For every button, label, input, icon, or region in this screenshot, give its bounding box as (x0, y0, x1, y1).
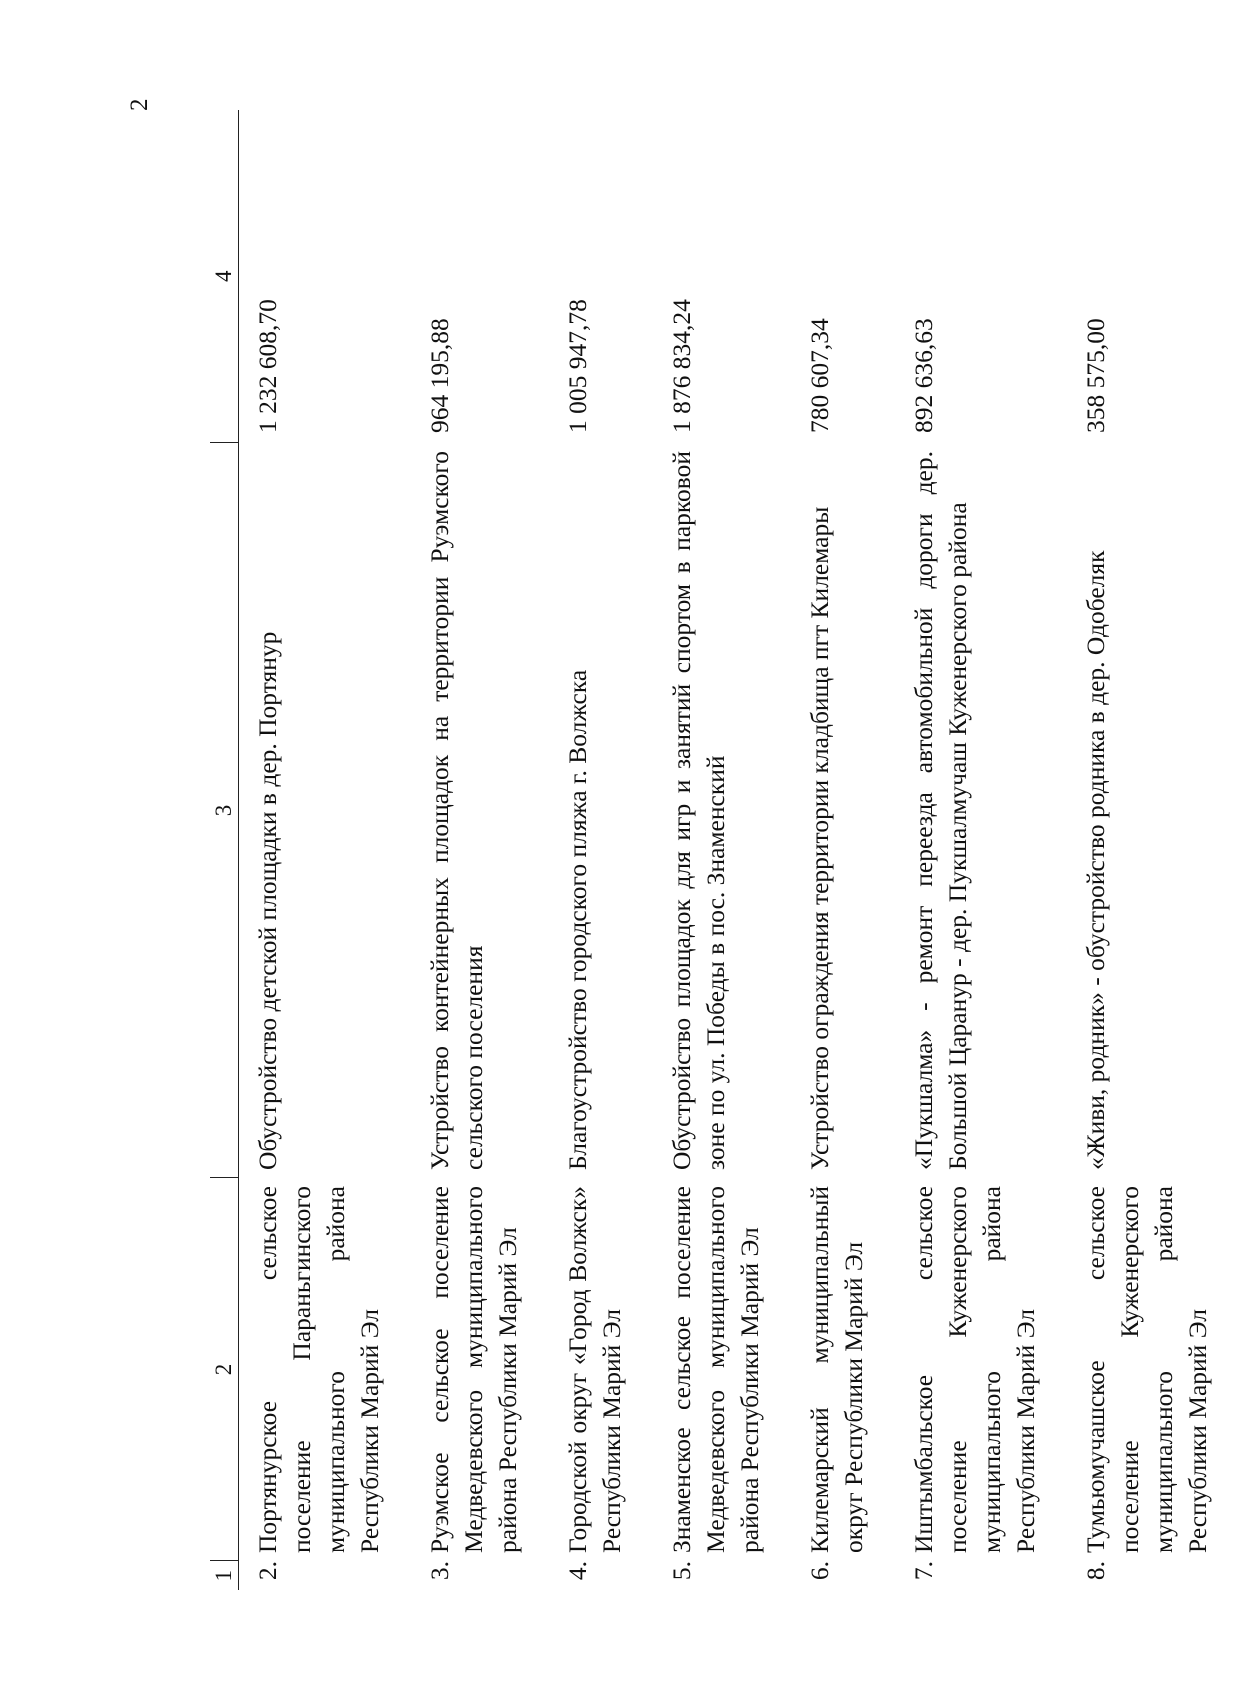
row-number: 5. (667, 1561, 696, 1581)
project-description: Устройство контейнерных площадок на территории Руэмского сельского поселения (425, 451, 488, 1170)
amount: 358 575,00 (1081, 318, 1110, 433)
row-number: 4. (563, 1561, 592, 1581)
project-description: Благоустройство городского пляжа г. Волжска (563, 669, 592, 1170)
row-number: 7. (909, 1561, 938, 1581)
amount: 892 636,63 (909, 318, 938, 433)
rotated-table-container (210, 110, 1212, 1590)
row-number: 3. (425, 1561, 454, 1581)
amount: 1 232 608,70 (253, 299, 282, 433)
projects-table (210, 110, 1239, 1590)
municipality-name: Иштымбальское сельское поселение Куженерского муниципального района Республики Марий Эл (909, 1186, 1040, 1553)
table-row (239, 110, 412, 1590)
amount: 780 607,34 (805, 318, 834, 433)
row-number: 8. (1081, 1561, 1110, 1581)
municipality-name: Знаменское сельское поселение Медведевского муниципального района Республики Марий Эл (667, 1186, 764, 1553)
project-description: «Живи, родник» - обустройство родника в дер. Одобеляк (1081, 550, 1110, 1170)
amount: 964 195,88 (425, 318, 454, 433)
table-row (1067, 110, 1239, 1590)
table-row (791, 110, 895, 1590)
amount: 1 005 947,78 (563, 299, 592, 433)
municipality-name: Руэмское сельское поселение Медведевского муниципального района Республики Марий Эл (425, 1186, 522, 1553)
municipality-name: Килемарский муниципальный округ Республики Марий Эл (805, 1186, 868, 1553)
project-description: Обустройство детской площадки в дер. Портянур (253, 631, 282, 1170)
page-number: 2 (126, 98, 153, 111)
table-row (411, 110, 549, 1590)
project-description: Обустройство площадок для игр и занятий спортом в парковой зоне по ул. Победы в пос. Знаменский (667, 451, 730, 1170)
column-header-3: 3 (210, 443, 239, 1178)
municipality-name: Портянурское сельское поселение Параньгинского муниципального района Республики Марий Эл (253, 1186, 384, 1553)
table-row (653, 110, 791, 1590)
table-row (549, 110, 653, 1590)
table-header-row (210, 110, 239, 1590)
column-header-2: 2 (210, 1178, 239, 1561)
column-header-1: 1 (210, 1561, 239, 1590)
row-number: 6. (805, 1561, 834, 1581)
table-row (895, 110, 1067, 1590)
column-header-4: 4 (210, 110, 239, 443)
amount: 1 876 834,24 (667, 299, 696, 433)
project-description: «Пукшалма» - ремонт переезда автомобильной дороги дер. Большой Царанур - дер. Пукшалмучаш Куженерского района (909, 451, 972, 1170)
municipality-name: Городской округ «Город Волжск» Республики Марий Эл (563, 1186, 626, 1553)
project-description: Устройство ограждения территории кладбища пгт Килемары (805, 506, 834, 1170)
row-number: 2. (253, 1561, 282, 1581)
municipality-name: Тумьюмучашское сельское поселение Куженерского муниципального района Республики Марий Эл (1081, 1186, 1212, 1553)
